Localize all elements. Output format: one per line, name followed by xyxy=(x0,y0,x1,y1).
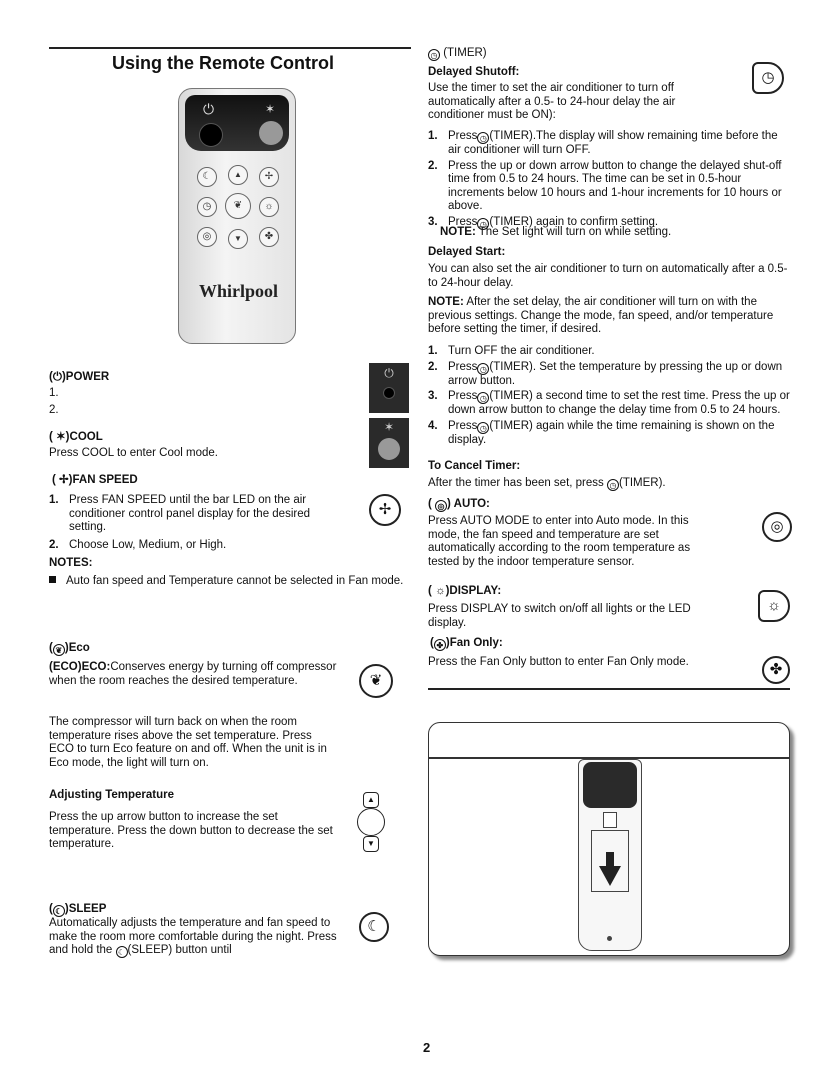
up-arrow-icon: ▲ xyxy=(363,792,379,808)
start-step: 1. Turn OFF the air conditioner. xyxy=(428,345,595,357)
pad-circle xyxy=(357,808,385,836)
timer-icon: ◷ xyxy=(477,218,489,230)
power-heading: (⏻)POWER xyxy=(49,371,110,383)
delayed-shutoff-heading: Delayed Shutoff: xyxy=(428,66,520,78)
fan-speed-heading: ( ✢)FAN SPEED xyxy=(52,474,138,486)
fan-only-heading: ( ✤ )Fan Only: xyxy=(430,637,503,650)
power-icon: ⏻ xyxy=(203,101,215,117)
eco-text-2: The compressor will turn back on when the room temperature rises above the set temperature. Press ECO to turn Eco feature on and off. When the unit is in Eco mode, the light will turn on. xyxy=(49,716,327,769)
power-item-1: 1. xyxy=(49,387,59,399)
cool-heading: ( ✶)COOL xyxy=(49,431,103,443)
arrow-stem xyxy=(606,852,614,868)
sleep-icon: ☾ xyxy=(53,905,65,917)
delayed-start-heading: Delayed Start: xyxy=(428,246,506,258)
shutoff-step: 2. Press the up or down arrow button to change the delayed shut-off time from 0.5 to 24 hours. The time can be set in 0.5-hour increments below 10 hours and 1-hour increments for 10 hours or above. xyxy=(428,159,782,212)
display-button: ☼ xyxy=(259,197,279,217)
display-text: Press DISPLAY to switch on/off all lights or the LED display. xyxy=(428,603,691,629)
arrow-down-icon xyxy=(599,866,621,886)
timer-icon: ◷ xyxy=(477,132,489,144)
timer-big-icon: ◷ xyxy=(752,62,784,94)
down-arrow-icon: ▼ xyxy=(363,836,379,852)
timer-icon: ◷ xyxy=(477,363,489,375)
fan-step: 1. Press FAN SPEED until the bar LED on the air conditioner control panel display for the desired setting. xyxy=(49,494,311,533)
arrow-pad-icon xyxy=(345,792,395,852)
cancel-timer-heading: To Cancel Timer: xyxy=(428,460,521,472)
fan-speed-steps xyxy=(49,494,349,554)
remote-back-top xyxy=(583,762,637,808)
sleep-text: Automatically adjusts the temperature and fan speed to make the room more comfortable during the night. Press and hold the ☾ (SLEEP) button until xyxy=(49,917,337,957)
start-note: NOTE: After the set delay, the air conditioner will turn on with the previous settings. Change the mode, fan speed, and/or temperature before setting the timer, if desired. xyxy=(428,296,774,335)
page-number: 2 xyxy=(423,1040,431,1055)
timer-heading: ◷ (TIMER) xyxy=(428,47,487,61)
bullet-icon xyxy=(49,576,56,583)
brand-logo: Whirlpool xyxy=(199,281,279,301)
eco-button: ❦ xyxy=(225,193,251,219)
sleep-button: ☾ xyxy=(197,167,217,187)
cool-icon: ✶ xyxy=(383,420,395,434)
power-icon: ⏻ xyxy=(52,371,62,383)
battery-clip xyxy=(603,812,617,828)
fan-speed-button: ✢ xyxy=(259,167,279,187)
power-display-thumb xyxy=(369,363,409,413)
fan-only-icon: ✤ xyxy=(434,639,446,651)
power-item-2: 2. xyxy=(49,404,59,416)
remote-back-illustration xyxy=(578,759,642,951)
fan-only-button: ✤ xyxy=(259,227,279,247)
display-heading: ( ☼)DISPLAY: xyxy=(428,585,502,597)
auto-icon: ◎ xyxy=(435,500,447,512)
shutoff-steps xyxy=(428,130,793,232)
display-icon: ☼ xyxy=(435,585,446,597)
power-icon: ⏻ xyxy=(384,366,394,380)
auto-text: Press AUTO MODE to enter into Auto mode. In this mode, the fan speed and temperature are set automatically according to the room temperature as tested by the indoor temperature sensor. xyxy=(428,515,691,568)
auto-big-icon: ◎ xyxy=(762,512,792,542)
cool-text: Press COOL to enter Cool mode. xyxy=(49,447,218,459)
notes-heading: NOTES: xyxy=(49,557,93,569)
timer-button: ◷ xyxy=(197,197,217,217)
eco-big-icon: ❦ xyxy=(359,664,393,698)
adjust-heading: Adjusting Temperature xyxy=(49,789,175,801)
auto-button: ◎ xyxy=(197,227,217,247)
fan-icon: ✢ xyxy=(59,474,69,486)
start-step: 2. Press ◷ (TIMER). Set the temperature by pressing the up or down arrow button. xyxy=(428,360,783,387)
power-button xyxy=(199,123,223,147)
fan-speed-icon: ✢ xyxy=(369,494,401,526)
down-button: ▼ xyxy=(228,229,248,249)
display-big-icon: ☼ xyxy=(758,590,790,622)
start-step: 3. Press ◷ (TIMER) a second time to set the rest time. Press the up or down arrow button to change the delay time from 0.5 to 24 hours. xyxy=(428,390,790,416)
eco-heading: ( ❦ )Eco xyxy=(49,642,90,655)
timer-icon: ◷ xyxy=(477,422,489,434)
auto-heading: ( ◎ ) AUTO: xyxy=(428,498,490,511)
delayed-shutoff-text: Use the timer to set the air conditioner to turn off automatically after a 0.5- to 24-hour delay the air conditioner must be ON): xyxy=(428,82,676,121)
cool-icon: ✶ xyxy=(265,102,276,116)
timer-icon: ◷ xyxy=(607,479,619,491)
shutoff-step: 1. Press ◷ (TIMER).The display will show remaining time before the air conditioner will turn OFF. xyxy=(428,130,778,156)
start-steps xyxy=(428,345,811,449)
timer-icon: ◷ xyxy=(428,49,440,61)
cool-icon: ✶ xyxy=(56,431,66,443)
fan-only-text: Press the Fan Only button to enter Fan Only mode. xyxy=(428,656,689,668)
cool-display-thumb xyxy=(369,418,409,468)
up-button: ▲ xyxy=(228,165,248,185)
delayed-start-text: You can also set the air conditioner to turn on automatically after a 0.5- to 24-hour delay. xyxy=(428,263,788,289)
cool-button xyxy=(259,121,283,145)
screw-icon xyxy=(607,936,612,941)
cancel-timer-text: After the timer has been set, press ◷ (TIMER). xyxy=(428,477,666,490)
fan-step: 2. Choose Low, Medium, or High. xyxy=(49,538,227,551)
sleep-big-icon: ☾ xyxy=(359,912,389,942)
battery-illustration-panel xyxy=(428,722,790,956)
cool-dot xyxy=(378,438,400,460)
remote-illustration xyxy=(178,88,296,344)
start-step: 4. Press ◷ (TIMER) again while the time remaining is shown on the display. xyxy=(428,419,775,446)
timer-icon: ◷ xyxy=(477,392,489,404)
title-rule xyxy=(49,47,411,49)
shutoff-note: NOTE: The Set light will turn on while setting. xyxy=(440,226,672,238)
adjust-text: Press the up arrow button to increase the set temperature. Press the down button to decrease the set temperature. xyxy=(49,811,333,850)
fan-only-rule xyxy=(428,688,790,690)
sleep-icon: ☾ xyxy=(116,946,128,958)
eco-text: (ECO)ECO:Conserves energy by turning off compressor when the room reaches the desired temperature. xyxy=(49,661,337,687)
fan-only-big-icon: ✤ xyxy=(762,656,790,684)
page-title: Using the Remote Control xyxy=(112,53,335,73)
eco-icon: ❦ xyxy=(53,644,65,656)
shutoff-step: 3. Press ◷ (TIMER) again to confirm setting. xyxy=(428,215,659,229)
power-dot xyxy=(383,387,395,399)
notes-text: Auto fan speed and Temperature cannot be selected in Fan mode. xyxy=(49,575,419,589)
sleep-heading: ( ☾ )SLEEP xyxy=(49,903,107,916)
remote-display xyxy=(185,95,289,151)
